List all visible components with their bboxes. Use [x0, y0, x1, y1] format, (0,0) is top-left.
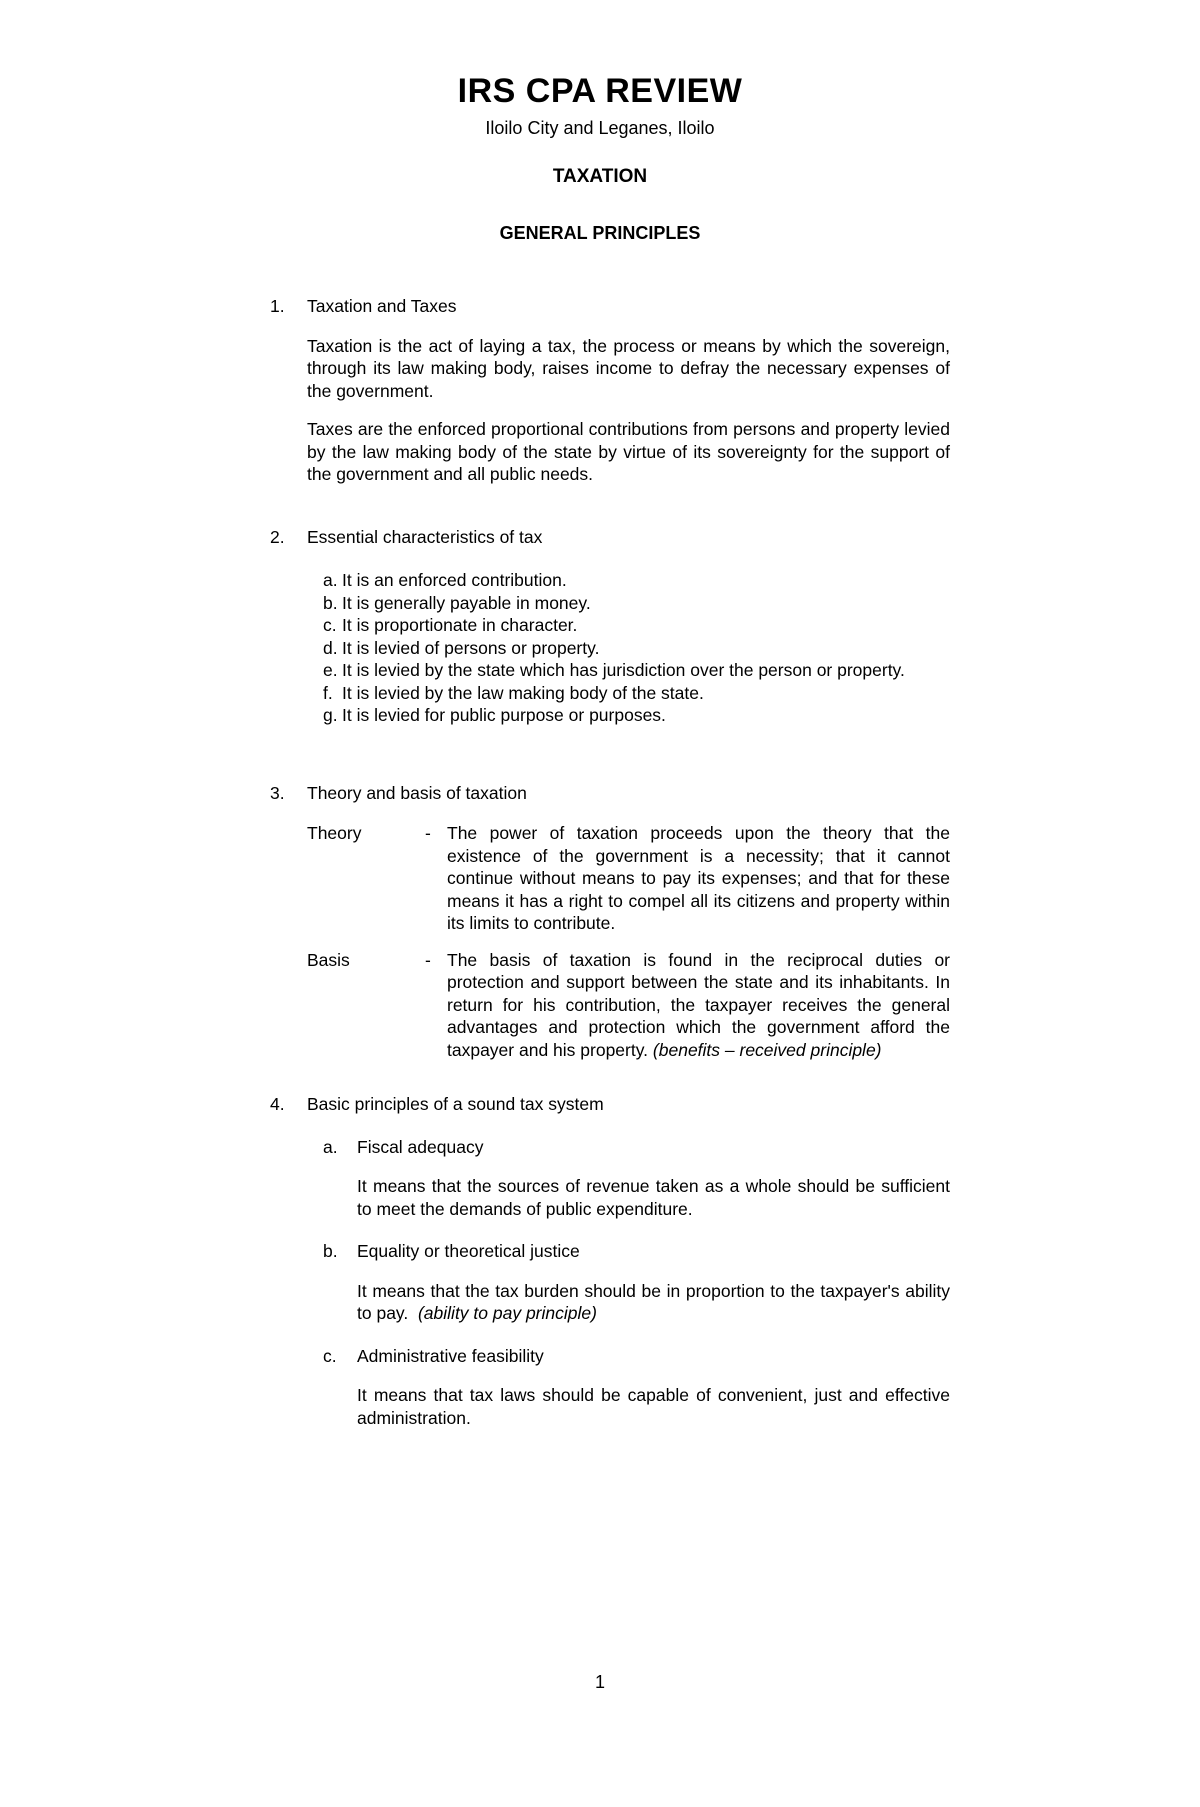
section-number: 4.	[270, 1094, 285, 1114]
section-number: 1.	[270, 296, 285, 316]
list-item	[307, 637, 950, 660]
list-letter: e.	[323, 660, 338, 680]
list-text: It is levied of persons or property.	[342, 637, 600, 658]
list-letter: b.	[323, 592, 338, 613]
basis-text: The basis of taxation is found in the reciprocal duties or protection and support between the state and its inhabitants. In return for his contribution, the taxpayer receives the general advantages and protection which the government afford the taxpayer and his property.	[447, 949, 950, 1060]
theory-row	[307, 822, 950, 935]
basis-row	[307, 949, 950, 1062]
section-4	[270, 1093, 950, 1429]
section-2	[270, 526, 950, 727]
list-item	[307, 592, 950, 615]
list-text: It is levied for public purpose or purposes.	[342, 705, 666, 725]
subject-heading: TAXATION	[552, 166, 648, 187]
list-letter: g.	[323, 705, 338, 725]
list-text: It is generally payable in money.	[342, 592, 591, 613]
list-letter: c.	[323, 615, 337, 635]
principle-description: It means that tax laws should be capable of convenient, just and effective administration.	[357, 1385, 950, 1428]
section-3	[270, 782, 950, 1062]
list-letter: f.	[323, 682, 333, 703]
section-title: Basic principles of a sound tax system	[307, 1094, 604, 1114]
list-item	[307, 659, 950, 682]
list-item	[307, 614, 950, 637]
principle-equality	[307, 1240, 950, 1325]
principle-title: Administrative feasibility	[357, 1345, 544, 1366]
principle-description-block	[357, 1280, 950, 1325]
basis-text-block	[447, 949, 950, 1062]
section-title: Taxation and Taxes	[307, 296, 457, 316]
list-letter: a.	[323, 1136, 338, 1157]
principle-title: Equality or theoretical justice	[357, 1241, 580, 1261]
section-heading: GENERAL PRINCIPLES	[499, 223, 701, 243]
document-title: IRS CPA REVIEW	[457, 72, 743, 110]
list-item	[307, 682, 950, 705]
principle-note: (ability to pay principle)	[417, 1303, 597, 1323]
list-letter: d.	[323, 637, 338, 658]
dash: -	[425, 949, 431, 970]
document-body	[270, 295, 950, 1429]
list-letter: a.	[323, 570, 338, 590]
section-title: Essential characteristics of tax	[307, 526, 543, 547]
principle-description: It means that the sources of revenue taken as a whole should be sufficient to meet the demands of public expenditure.	[357, 1176, 950, 1219]
list-text: It is proportionate in character.	[342, 615, 578, 635]
principle-administrative-feasibility	[307, 1345, 950, 1430]
list-text: It is an enforced contribution.	[342, 570, 567, 590]
list-letter: c.	[323, 1345, 337, 1366]
list-text: It is levied by the law making body of the state.	[342, 682, 704, 703]
paragraph: Taxes are the enforced proportional contributions from persons and property levied by the law making body of the state by virtue of its sovereignty for the support of the government and all public needs.	[307, 419, 950, 484]
list-text: It is levied by the state which has jurisdiction over the person or property.	[342, 660, 905, 680]
paragraph: Taxation is the act of laying a tax, the process or means by which the sovereign, through its law making body, raises income to defray the necessary expenses of the government.	[307, 335, 950, 401]
principle-title: Fiscal adequacy	[357, 1136, 484, 1157]
page-number: 1	[594, 1672, 605, 1692]
list-letter: b.	[323, 1241, 338, 1261]
section-number: 3.	[270, 782, 285, 803]
principle-description: It means that the tax burden should be in proportion to the taxpayer's ability to pay.	[357, 1280, 950, 1323]
list-item	[307, 569, 950, 592]
principle-fiscal-adequacy	[307, 1136, 950, 1221]
section-number: 2.	[270, 526, 285, 547]
dash: -	[425, 823, 431, 843]
list-item	[307, 704, 950, 727]
theory-label: Theory	[307, 823, 362, 843]
basis-label: Basis	[307, 949, 350, 970]
section-1	[270, 295, 950, 486]
characteristics-list	[307, 569, 950, 727]
section-title: Theory and basis of taxation	[307, 782, 527, 803]
theory-text: The power of taxation proceeds upon the theory that the existence of the government is a necessity; that it cannot continue without means to pay its expenses; and that for these means it has a right to compel all its citizens and property within its limits to contribute.	[447, 823, 950, 933]
document-location: Iloilo City and Leganes, Iloilo	[485, 118, 715, 138]
basis-note: (benefits – received principle)	[652, 1039, 882, 1060]
